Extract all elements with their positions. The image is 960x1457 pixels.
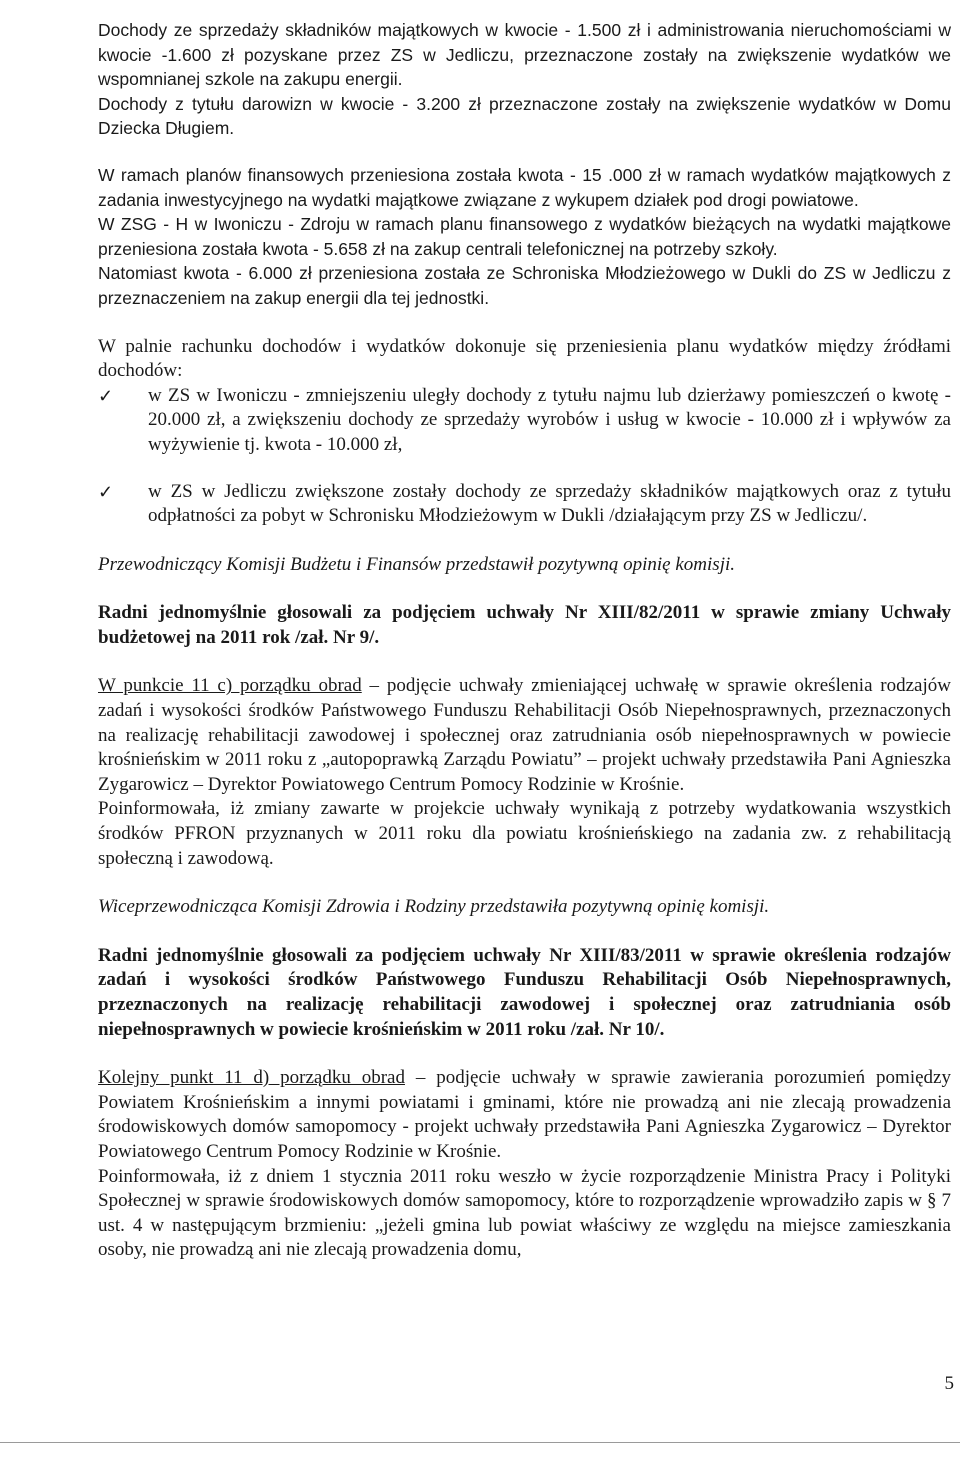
- paragraph-financial-plans: W ramach planów finansowych przeniesiona została kwota - 15 .000 zł w ramach wydatków majątkowych z zadania inwestycyjnego na wydatki majątkowe związane z wykupem działek pod drogi powiatowe.: [98, 164, 951, 210]
- paragraph-income-plan: W palnie rachunku dochodów i wydatków dokonuje się przeniesienia planu wydatków między źródłami dochodów:: [98, 335, 951, 382]
- check-item-text: w ZS w Jedliczu zwiększone zostały dochody ze sprzedaży składników majątkowych oraz z tytułu odpłatności za pobyt w Schronisku Młodzieżowym w Dukli /działającym przy ZS w Jedliczu/.: [148, 480, 951, 527]
- paragraph-sales-income: Dochody ze sprzedaży składników majątkowych w kwocie - 1.500 zł i administrowania nieruchomościami w kwocie -1.600 zł pozyskane przez ZS w Jedliczu, przeznaczone zostały na zwiększenie wydatków we wspomnianej szkole na zakupu energii.: [98, 20, 951, 90]
- paragraph-zsgh-iwonicz: W ZSG - H w Iwoniczu - Zdroju w ramach planu finansowego z wydatków bieżących na wydatki majątkowe przeniesiona została kwota - 5.658 zł na zakup centrali telefonicznej na potrzeby szkoły.: [98, 214, 951, 259]
- check-icon: ✓: [98, 385, 114, 406]
- paragraph-hostel-transfer: Natomiast kwota - 6.000 zł przeniesiona została ze Schroniska Młodzieżowego w Dukli do ZS w Jedliczu z przeznaczeniem na zakup energii dla tej jednostki.: [98, 263, 951, 308]
- bottom-divider: [0, 1442, 960, 1443]
- paragraph-point-11c-text: – podjęcie uchwały zmieniającej uchwałę w sprawie określenia rodzajów zadań i wysokości środków Państwowego Funduszu Rehabilitacji Osób Niepełnosprawnych, przeznaczonych na realizację rehabilitacji zawodowej i społecznej oraz zatrudniania osób niepełnosprawnych w powiecie krośnieńskim w 2011 roku z „autopoprawką Zarządu Powiatu” – projekt uchwały przedstawiła Pani Agnieszka Zygarowicz – Dyrektor Powiatowego Centrum Pomocy Rodzinie w Krośnie.: [98, 675, 951, 795]
- paragraph-point-11c: [98, 674, 951, 797]
- health-committee-opinion: Wiceprzewodnicząca Komisji Zdrowia i Rodziny przedstawiła pozytywną opinię komisji.: [98, 896, 770, 918]
- check-list-item: [98, 480, 951, 529]
- paragraph-pfron-info: Poinformowała, iż zmiany zawarte w projekcie uchwały wynikają z potrzeby wydatkowania wszystkich środków PFRON przyznanych w 2011 roku dla powiatu krośnieńskiego na zadania zw. z rehabilitacją społeczną i zawodową.: [98, 798, 951, 869]
- vote-resolution-83: Radni jednomyślnie głosowali za podjęciem uchwały Nr XIII/83/2011 w sprawie określenia rodzajów zadań i wysokości środków Państwowego Funduszu Rehabilitacji Osób Niepełnosprawnych, przeznaczonych na realizację rehabilitacji zawodowej i społecznej oraz zatrudniania osób niepełnosprawnych w powiecie krośnieńskim w 2011 roku /zał. Nr 10/.: [98, 944, 951, 1040]
- paragraph-point-11d: [98, 1066, 951, 1164]
- budget-committee-opinion: Przewodniczący Komisji Budżetu i Finansów przedstawił pozytywną opinię komisji.: [98, 553, 736, 575]
- document-page: [98, 18, 951, 1263]
- paragraph-regulation-info: Poinformowała, iż z dniem 1 stycznia 2011 roku weszło w życie rozporządzenie Ministra Pracy i Polityki Społecznej w sprawie środowiskowych domów samopomocy, które to rozporządzenie wprowadziło zapis w § 7 ust. 4 w następującym brzmieniu: „jeżeli gmina lub powiat właściwy ze względu na miejsce zamieszkania osoby, nie prowadzą ani nie zlecają prowadzenia domu,: [98, 1165, 951, 1261]
- check-item-text: w ZS w Iwoniczu - zmniejszeniu uległy dochody z tytułu najmu lub dzierżawy pomieszczeń o kwotę - 20.000 zł, a zwiększeniu dochody ze sprzedaży wyrobów i usług w kwocie - 10.000 zł i wpływów za wyżywienie tj. kwota - 10.000 zł,: [148, 384, 951, 455]
- page-number: 5: [944, 1373, 954, 1394]
- agenda-point-11c-heading: W punkcie 11 c) porządku obrad: [98, 675, 362, 697]
- paragraph-point-11d-text: – podjęcie uchwały w sprawie zawierania porozumień pomiędzy Powiatem Krośnieńskim a innymi powiatami i gminami, które nie prowadzą ani nie zlecają prowadzenia środowiskowych domów samopomocy - projekt uchwały przedstawiła Pani Agnieszka Zygarowicz – Dyrektor Powiatowego Centrum Pomocy Rodzinie w Krośnie.: [98, 1067, 951, 1162]
- agenda-point-11d-heading: Kolejny punkt 11 d) porządku obrad: [98, 1067, 405, 1089]
- paragraph-donations: Dochody z tytułu darowizn w kwocie - 3.200 zł przeznaczone zostały na zwiększenie wydatków w Domu Dziecka Długiem.: [98, 93, 951, 139]
- check-icon: ✓: [98, 481, 114, 502]
- check-list-item: [98, 384, 951, 458]
- vote-resolution-82: Radni jednomyślnie głosowali za podjęciem uchwały Nr XIII/82/2011 w sprawie zmiany Uchwały budżetowej na 2011 rok /zał. Nr 9/.: [98, 602, 951, 648]
